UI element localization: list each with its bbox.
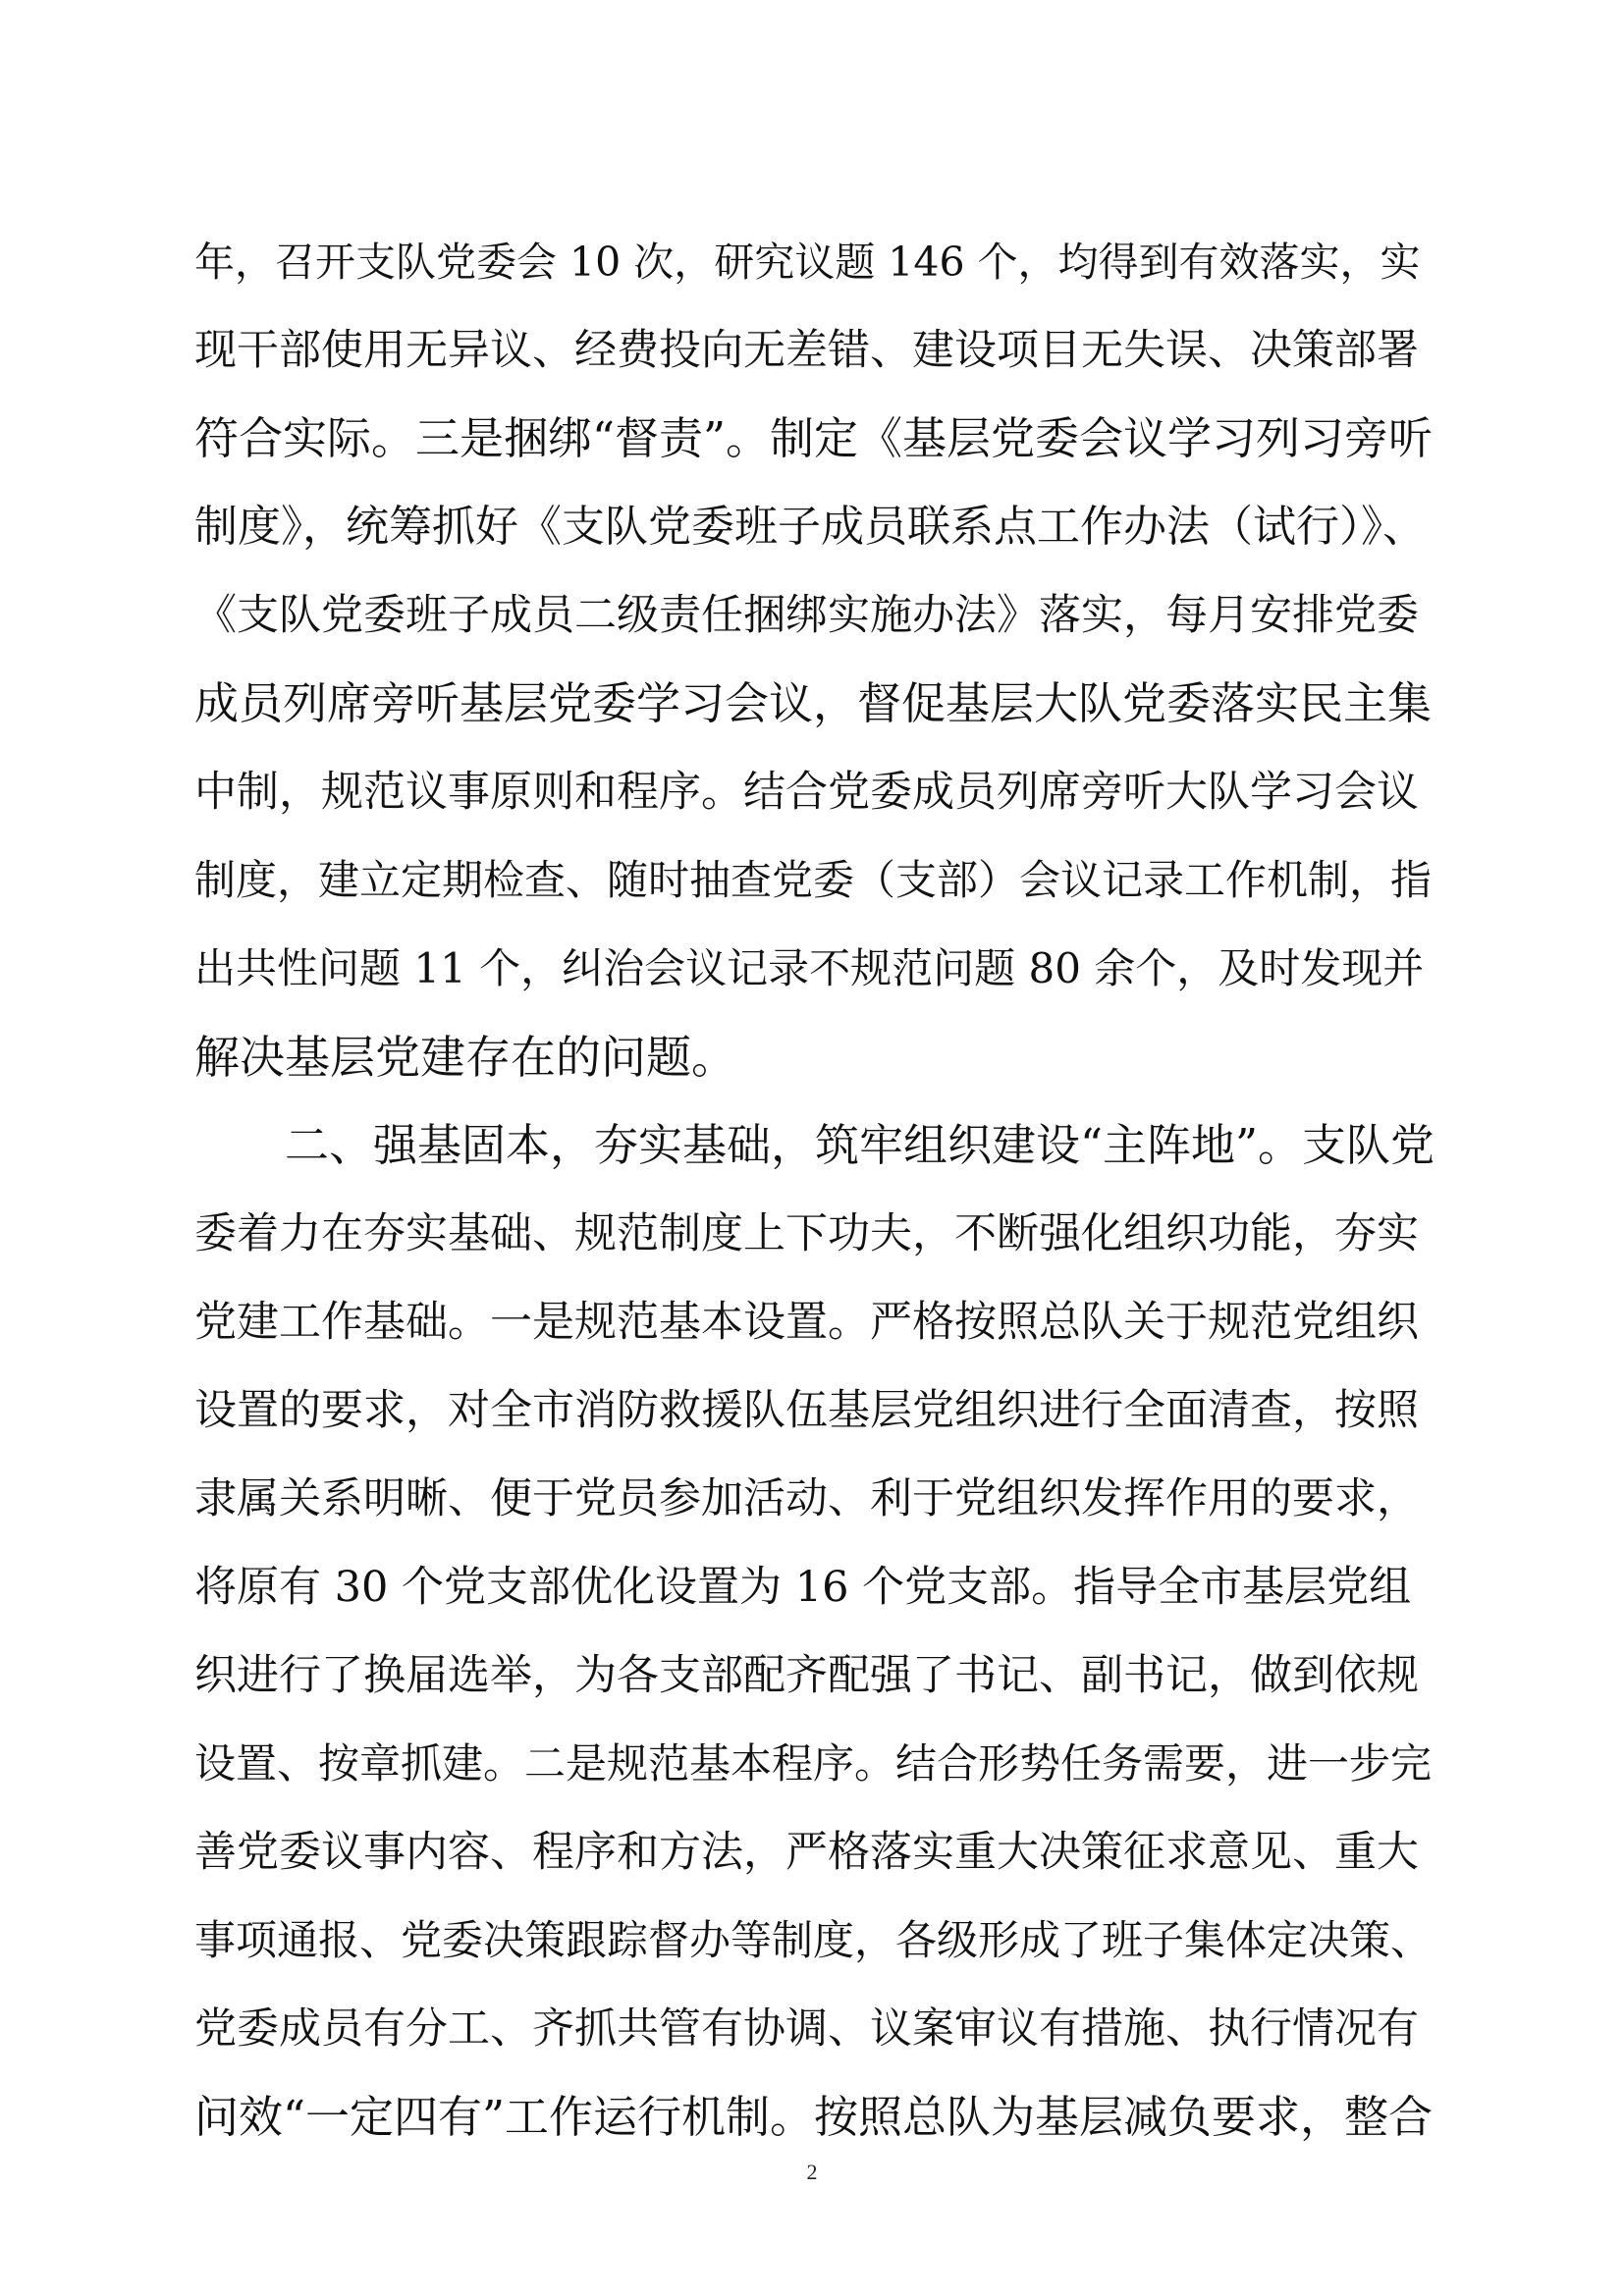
text-line: 事项通报、党委决策跟踪督办等制度，各级形成了班子集体定决策、 [194, 1916, 1433, 1964]
text-line: 党委成员有分工、齐抓共管有协调、议案审议有措施、执行情况有 [194, 2004, 1419, 2054]
text-line: 织进行了换届选举，为各支部配齐配强了书记、副书记，做到依规 [194, 1651, 1419, 1700]
text-line: 制度，建立定期检查、随时抽查党委（支部）会议记录工作机制，指 [194, 856, 1433, 904]
text-line: 年，召开支队党委会 10 次，研究议题 146 个，均得到有效落实，实 [194, 239, 1421, 286]
text-line: 出共性问题 11 个，纠治会议记录不规范问题 80 余个，及时发现并 [194, 944, 1425, 992]
text-line: 党建工作基础。一是规范基本设置。严格按照总队关于规范党组织 [194, 1298, 1419, 1347]
body-text [194, 218, 1435, 2162]
text-line: 制度》，统筹抓好《支队党委班子成员联系点工作办法（试行）》、 [194, 502, 1426, 552]
text-line: 符合实际。三是捆绑“督责”。制定《基层党委会议学习列习旁听 [194, 412, 1434, 464]
text-line: 隶属关系明晰、便于党员参加活动、利于党组织发挥作用的要求， [194, 1474, 1419, 1523]
text-line: 设置的要求，对全市消防救援队伍基层党组织进行全面清查，按照 [194, 1386, 1419, 1435]
text-line: 现干部使用无异议、经费投向无差错、建设项目无失误、决策部署 [194, 326, 1419, 375]
text-line: 解决基层党建存在的问题。 [194, 1031, 736, 1084]
text-line: 成员列席旁听基层党委学习会议，督促基层大队党委落实民主集 [194, 677, 1433, 729]
text-line: 善党委议事内容、程序和方法，严格落实重大决策征求意见、重大 [194, 1828, 1419, 1877]
text-line: 委着力在夯实基础、规范制度上下功夫，不断强化组织功能，夯实 [194, 1209, 1419, 1258]
text-line: 将原有 30 个党支部优化设置为 16 个党支部。指导全市基层党组 [194, 1563, 1412, 1612]
text-line: 问效“一定四有”工作运行机制。按照总队为基层减负要求，整合 [194, 2091, 1434, 2143]
page-number: 2 [806, 2160, 818, 2184]
text-line: 设置、按章抓建。二是规范基本程序。结合形势任务需要，进一步完 [194, 1739, 1433, 1788]
text-line: 《支队党委班子成员二级责任捆绑实施办法》落实，每月安排党委 [194, 591, 1419, 640]
text-line: 中制，规范议事原则和程序。结合党委成员列席旁听大队学习会议 [194, 768, 1419, 817]
text-line: 二、强基固本，夯实基础，筑牢组织建设“主阵地”。支队党 [285, 1119, 1435, 1171]
